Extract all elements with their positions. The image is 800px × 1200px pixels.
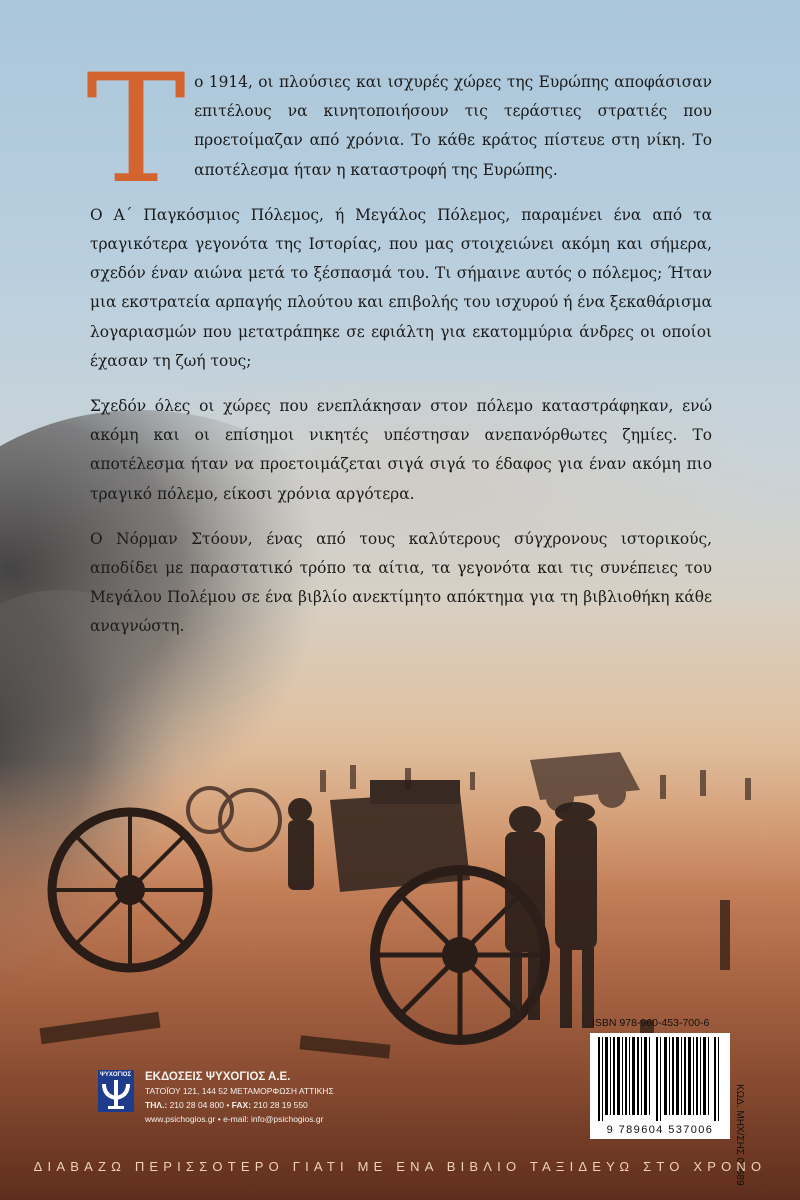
paragraph-1-text: ο 1914, οι πλούσιες και ισχυρές χώρες της Ευρώπης αποφάσισαν επιτέλους να κινητοποιήσουν τις τεράστιες στρατιές που προετοίμαζαν από χρόνια. Το κάθε κράτος πίστευε στη νίκη. Το αποτέλεσμα ήταν η καταστροφή της Ευρώπης. (194, 73, 712, 179)
blurb-text (86, 43, 712, 658)
publisher-name: ΕΚΔΟΣΕΙΣ ΨΥΧΟΓΙΟΣ Α.Ε. (145, 1071, 291, 1083)
paragraph-2: Ο Α΄ Παγκόσμιος Πόλεμος, ή Μεγάλος Πόλεμος, παραμένει ένα από τα τραγικότερα γεγονότα της Ιστορίας, που μας στοιχειώνει ακόμη και σήμερα, σχεδόν έναν αιώνα μετά το ξέσπασμά του. Τι σήμαινε αυτός ο πόλεμος; Ήταν μια εκστρατεία αρπαγής πλούτου και επιβολής του ισχυρού ή ένα ξεκαθάρισμα λογαριασμών που μετατράπηκε σε εφιάλτη για εκατομμύρια άνδρες οι οποίοι έχασαν τη ζωή τους; (90, 205, 712, 370)
drop-cap: Τ (86, 43, 187, 217)
separator-icon: • (217, 1114, 221, 1124)
paragraph-3: Σχεδόν όλες οι χώρες που ενεπλάκησαν στον πόλεμο καταστράφηκαν, ενώ ακόμη και οι επίσημοι νικητές υπέστησαν ανεπανόρθωτες ζημίες. Το αποτέλεσμα ήταν να προετοιμάζεται σιγά σιγά το έδαφος για έναν ακόμη πιο τραγικό πόλεμο, είκοσι χρόνια αργότερα. (90, 397, 712, 503)
publisher-info (145, 1070, 334, 1126)
barcode-icon (590, 1033, 730, 1125)
slogan: ΔΙΑΒΑΖΩ ΠΕΡΙΣΣΟΤΕΡΟ ΓΙΑΤΙ ΜΕ ΕΝΑ ΒΙΒΛΙΟ ΤΑΞΙΔΕΥΩ ΣΤΟ ΧΡΟΝΟ (33, 1159, 767, 1174)
publisher-address: ΤΑΤΟΪΟΥ 121, 144 52 ΜΕΤΑΜΟΡΦΩΣΗ ΑΤΤΙΚΗΣ (145, 1086, 334, 1096)
logo-wordmark: ΨΥΧΟΓΙΟΣ (100, 1072, 132, 1078)
product-code: ΚΩΔ. ΜΗΧ/ΣΗΣ 07689 (734, 1084, 745, 1186)
email-link[interactable]: info@psichogios.gr (251, 1114, 324, 1124)
paragraph-4: Ο Νόρμαν Στόουν, ένας από τους καλύτερους σύγχρονους ιστορικούς, αποδίδει με παραστατικό τρόπο τα αίτια, τα γεγονότα και τις συνέπειες του Μεγάλου Πολέμου σε ένα βιβλίο ανεκτίμητο απόκτημα για τη βιβλιοθήκη κάθε αναγνώστη. (90, 529, 712, 636)
website-link[interactable]: www.psichogios.gr (145, 1114, 216, 1124)
fax-label: FAX: (231, 1100, 252, 1110)
isbn-digits: 9 789604 537006 (606, 1124, 714, 1136)
isbn-label: ISBN 978-960-453-700-6 (592, 1017, 710, 1029)
publisher-web (145, 1112, 334, 1126)
fax-number: 210 28 19 550 (253, 1100, 308, 1110)
publisher-phone-fax (145, 1098, 334, 1112)
phone-label: ΤΗΛ.: (145, 1100, 168, 1110)
phone-number: 210 28 04 800 (169, 1100, 224, 1110)
email-label: e-mail: (223, 1114, 249, 1124)
paragraph-1 (86, 43, 712, 217)
separator-icon: • (226, 1100, 230, 1110)
